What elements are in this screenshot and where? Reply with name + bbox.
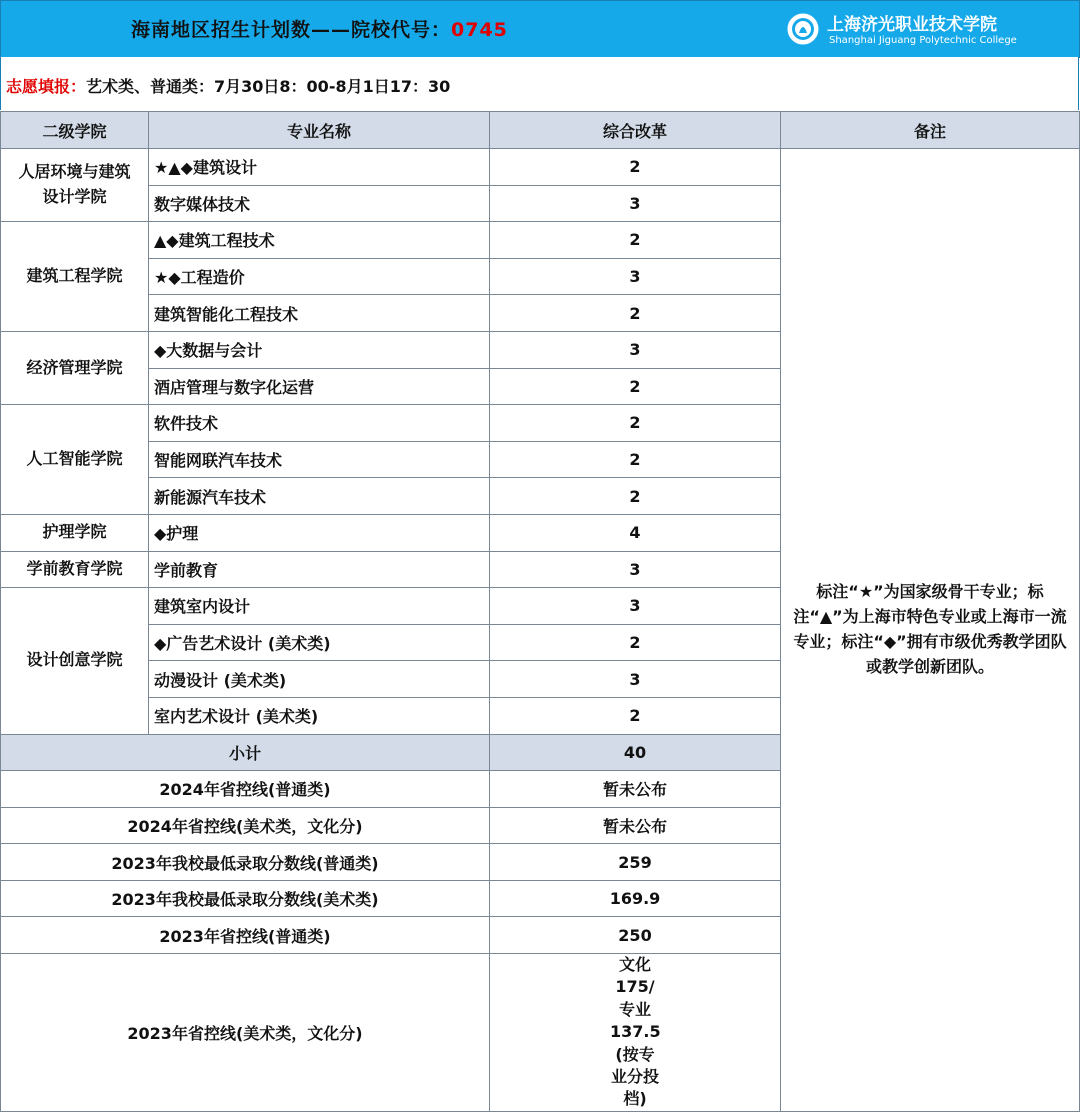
major-cell: 智能网联汽车技术 — [149, 441, 490, 478]
reform-count-cell: 2 — [490, 295, 781, 332]
score-line-value: 暂未公布 — [490, 771, 781, 808]
reform-count-cell: 2 — [490, 697, 781, 734]
score-line-value: 文化175/专业137.5 (按专业分投档) — [490, 954, 781, 1112]
major-cell: 数字媒体技术 — [149, 185, 490, 222]
column-header-reform: 综合改革 — [490, 112, 781, 149]
reform-count-cell: 3 — [490, 661, 781, 698]
table-header-row — [1, 112, 1080, 149]
notice-label: 志愿填报： — [6, 77, 87, 96]
college-name-en: Shanghai Jiguang Polytechnic College — [829, 35, 1017, 46]
remarks-cell: 标注“★”为国家级骨干专业；标注“▲”为上海市特色专业或上海市一流专业；标注“◆”拥有市级优秀教学团队或教学创新团队。 — [781, 149, 1080, 1112]
reform-count-cell: 2 — [490, 441, 781, 478]
application-notice — [0, 57, 1079, 110]
score-line-label: 2023年省控线(普通类) — [1, 917, 490, 954]
major-cell: ★◆工程造价 — [149, 258, 490, 295]
major-cell: 室内艺术设计 (美术类) — [149, 697, 490, 734]
major-cell: ▲◆建筑工程技术 — [149, 222, 490, 259]
reform-count-cell: 2 — [490, 222, 781, 259]
college-cell: 人居环境与建筑设计学院 — [1, 149, 149, 222]
major-cell: ★▲◆建筑设计 — [149, 149, 490, 186]
major-cell: 软件技术 — [149, 405, 490, 442]
reform-count-cell: 2 — [490, 368, 781, 405]
major-cell: 新能源汽车技术 — [149, 478, 490, 515]
college-cell: 学前教育学院 — [1, 551, 149, 588]
major-cell: 建筑智能化工程技术 — [149, 295, 490, 332]
college-cell: 经济管理学院 — [1, 331, 149, 404]
college-logo-icon — [787, 13, 819, 45]
major-cell: 动漫设计 (美术类) — [149, 661, 490, 698]
table-row — [1, 149, 1080, 186]
score-line-value: 259 — [490, 844, 781, 881]
subtotal-label: 小计 — [1, 734, 490, 771]
score-line-label: 2023年我校最低录取分数线(普通类) — [1, 844, 490, 881]
reform-count-cell: 3 — [490, 588, 781, 625]
major-cell: ◆护理 — [149, 514, 490, 551]
reform-count-cell: 2 — [490, 478, 781, 515]
subtotal-value: 40 — [490, 734, 781, 771]
score-line-label: 2023年我校最低录取分数线(美术类) — [1, 880, 490, 917]
institution-code: 0745 — [451, 19, 508, 41]
page-title-text: 海南地区招生计划数——院校代号： — [131, 19, 452, 41]
column-header-remarks: 备注 — [781, 112, 1080, 149]
score-line-label: 2024年省控线(普通类) — [1, 771, 490, 808]
college-cell: 建筑工程学院 — [1, 222, 149, 332]
college-cell: 护理学院 — [1, 514, 149, 551]
reform-count-cell: 2 — [490, 149, 781, 186]
score-line-value: 169.9 — [490, 880, 781, 917]
major-cell: 建筑室内设计 — [149, 588, 490, 625]
reform-count-cell: 3 — [490, 551, 781, 588]
column-header-major: 专业名称 — [149, 112, 490, 149]
reform-count-cell: 3 — [490, 258, 781, 295]
reform-count-cell: 4 — [490, 514, 781, 551]
page-header — [0, 0, 1080, 58]
reform-count-cell: 3 — [490, 331, 781, 368]
column-header-college: 二级学院 — [1, 112, 149, 149]
major-cell: ◆广告艺术设计 (美术类) — [149, 624, 490, 661]
score-line-label: 2023年省控线(美术类，文化分) — [1, 954, 490, 1112]
major-cell: 酒店管理与数字化运营 — [149, 368, 490, 405]
score-line-label: 2024年省控线(美术类，文化分) — [1, 807, 490, 844]
college-cell: 人工智能学院 — [1, 405, 149, 515]
reform-count-cell: 2 — [490, 624, 781, 661]
college-name-cn: 上海济光职业技术学院 — [827, 15, 997, 35]
score-line-value: 暂未公布 — [490, 807, 781, 844]
enrollment-plan-table — [0, 111, 1080, 1112]
score-line-value: 250 — [490, 917, 781, 954]
reform-count-cell: 3 — [490, 185, 781, 222]
notice-text: 艺术类、普通类：7月30日8：00-8月1日17：30 — [86, 77, 451, 96]
major-cell: 学前教育 — [149, 551, 490, 588]
college-cell: 设计创意学院 — [1, 588, 149, 734]
page-title — [131, 15, 508, 42]
reform-count-cell: 2 — [490, 405, 781, 442]
major-cell: ◆大数据与会计 — [149, 331, 490, 368]
